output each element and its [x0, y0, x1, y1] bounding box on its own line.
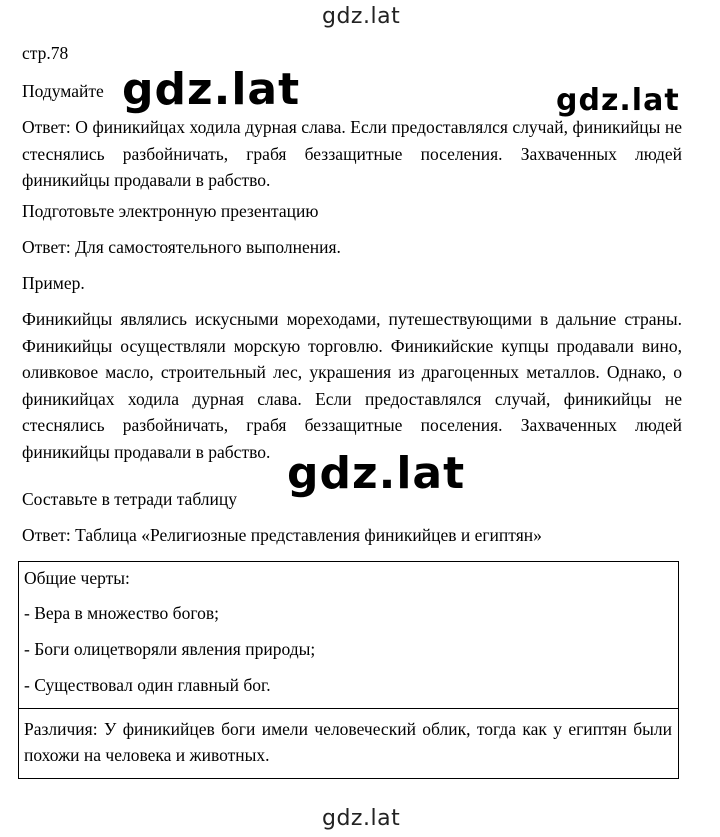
common-features-cell	[19, 562, 678, 709]
section1-answer: Ответ: О финикийцах ходила дурная слава. Если предоставлялся случай, финикийцы не стеснялись разбойничать, грабя беззащитные поселения. Захваченных людей финикийцы продавали в рабство.	[22, 117, 682, 190]
differences-cell: Различия: У финикийцев боги имели человеческий облик, тогда как у египтян были похожи на человека и животных.	[24, 719, 672, 765]
watermark-top: gdz.lat	[322, 4, 401, 29]
watermark-large-3: gdz.lat	[287, 448, 466, 499]
section1-heading: Подумайте	[22, 81, 104, 101]
common-feature-item: - Вера в множество богов;	[24, 603, 219, 623]
page-reference: стр.78	[22, 43, 69, 63]
common-features-title: Общие черты:	[24, 568, 130, 588]
example-label: Пример.	[22, 273, 85, 293]
watermark-bottom: gdz.lat	[322, 806, 401, 831]
section3-answer: Ответ: Таблица «Религиозные представления финикийцев и египтян»	[22, 525, 542, 545]
common-feature-item: - Существовал один главный бог.	[24, 675, 271, 695]
section2-heading: Подготовьте электронную презентацию	[22, 201, 319, 221]
comparison-table	[18, 561, 679, 779]
section2-answer: Ответ: Для самостоятельного выполнения.	[22, 237, 341, 257]
example-text: Финикийцы являлись искусными мореходами, путешествующими в дальние страны. Финикийцы осуществляли морскую торговлю. Финикийские купцы продавали вино, оливковое масло, строительный лес, украшения из драгоценных металлов. Однако, о финикийцах ходила дурная слава. Если предоставлялся случай, финикийцы не стеснялись разбойничать, грабя беззащитные поселения. Захваченных людей финикийцы продавали в рабство.	[22, 309, 682, 462]
watermark-large-2: gdz.lat	[552, 86, 684, 116]
watermark-large-1: gdz.lat	[122, 64, 301, 115]
section3-heading: Составьте в тетради таблицу	[22, 489, 238, 509]
common-feature-item: - Боги олицетворяли явления природы;	[24, 639, 316, 659]
